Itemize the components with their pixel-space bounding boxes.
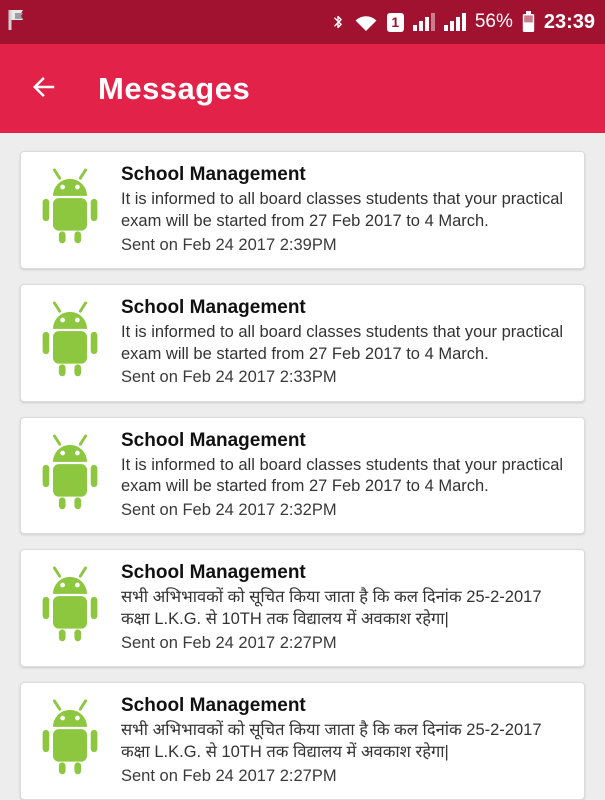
message-content bbox=[121, 693, 570, 787]
message-card[interactable] bbox=[20, 417, 585, 535]
battery-icon bbox=[522, 11, 535, 33]
message-body: It is informed to all board classes students that your practical exam will be started from 27 Feb 2017 to 4 March. bbox=[121, 190, 564, 230]
message-body: सभी अभिभावकों को सूचित किया जाता है कि कल दिनांक 25-2-2017 कक्षा L.K.G. से 10TH तक विद्यालय में अवकाश रहेगा| bbox=[121, 588, 542, 629]
message-card[interactable] bbox=[20, 682, 585, 800]
mobile-signal-icon bbox=[444, 12, 466, 32]
message-sent-timestamp: Sent on Feb 24 2017 2:33PM bbox=[121, 368, 337, 387]
message-sent-timestamp: Sent on Feb 24 2017 2:27PM bbox=[121, 766, 337, 785]
message-body: It is informed to all board classes students that your practical exam will be started from 27 Feb 2017 to 4 March. bbox=[121, 322, 564, 363]
wifi-icon bbox=[354, 13, 378, 32]
status-bar bbox=[0, 0, 605, 44]
message-content bbox=[121, 295, 570, 389]
sim-badge: 1 bbox=[387, 13, 404, 32]
status-bar-left bbox=[8, 8, 30, 37]
signal-bars-icon bbox=[413, 12, 435, 32]
message-card[interactable] bbox=[20, 284, 585, 402]
message-title: School Management bbox=[121, 164, 306, 185]
page-title: Messages bbox=[98, 70, 251, 106]
message-sent-timestamp: Sent on Feb 24 2017 2:27PM bbox=[121, 633, 337, 652]
message-body: सभी अभिभावकों को सूचित किया जाता है कि कल दिनांक 25-2-2017 कक्षा L.K.G. से 10TH तक विद्यालय में अवकाश रहेगा| bbox=[121, 721, 542, 761]
message-content bbox=[121, 428, 570, 522]
message-body: It is informed to all board classes students that your practical exam will be started from 27 Feb 2017 to 4 March. bbox=[121, 455, 564, 496]
android-icon bbox=[31, 693, 109, 779]
back-arrow-icon bbox=[28, 72, 58, 105]
message-sent-timestamp: Sent on Feb 24 2017 2:39PM bbox=[121, 235, 337, 254]
message-title: School Management bbox=[121, 296, 306, 318]
message-card[interactable] bbox=[20, 151, 585, 269]
message-sent-timestamp: Sent on Feb 24 2017 2:32PM bbox=[121, 501, 337, 520]
android-icon bbox=[31, 560, 109, 646]
back-button[interactable] bbox=[24, 68, 62, 109]
android-icon bbox=[31, 162, 109, 248]
message-content bbox=[121, 162, 570, 256]
message-content bbox=[121, 560, 570, 654]
android-icon bbox=[31, 428, 109, 514]
app-bar bbox=[0, 44, 605, 133]
message-title: School Management bbox=[121, 429, 306, 451]
flag-logo-icon bbox=[8, 8, 30, 37]
bluetooth-icon bbox=[331, 11, 345, 33]
message-card[interactable] bbox=[20, 549, 585, 667]
clock: 23:39 bbox=[543, 10, 595, 33]
android-icon bbox=[31, 295, 109, 381]
message-list bbox=[0, 133, 605, 800]
message-title: School Management bbox=[121, 695, 306, 717]
message-title: School Management bbox=[121, 562, 306, 584]
status-bar-right bbox=[331, 11, 595, 34]
battery-percent: 56% bbox=[474, 11, 513, 32]
